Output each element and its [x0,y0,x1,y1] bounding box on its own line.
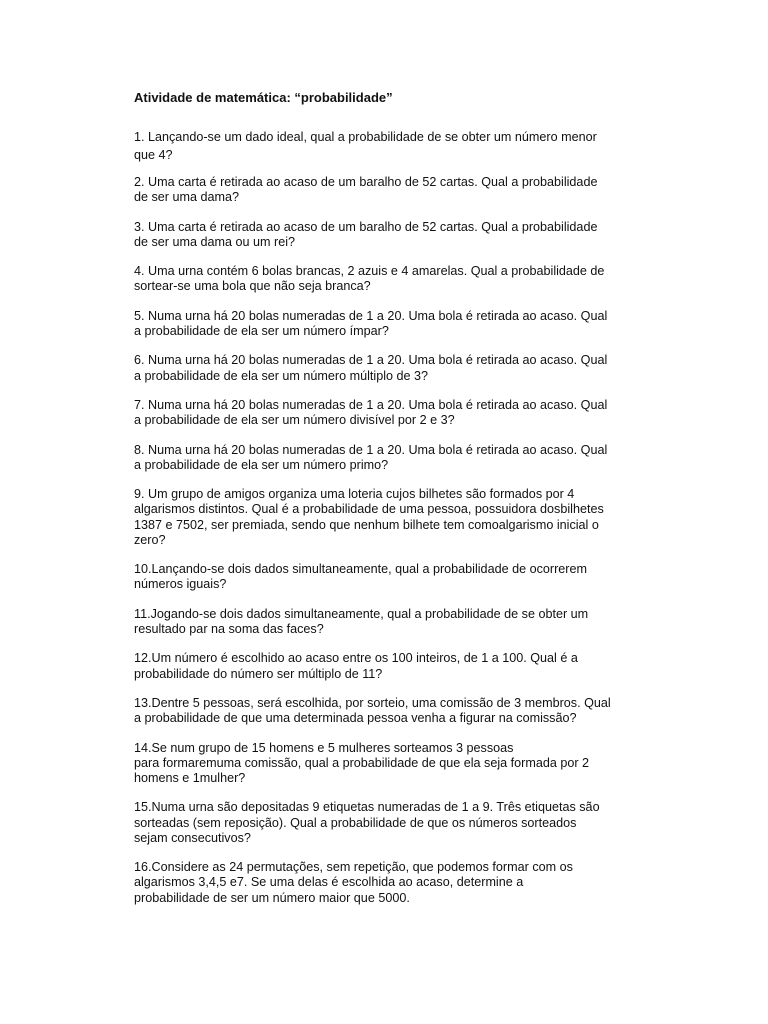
question-4: 4. Uma urna contém 6 bolas brancas, 2 azuis e 4 amarelas. Qual a probabilidade de sortear-se uma bola que não seja branca? [134,264,605,294]
question-3: 3. Uma carta é retirada ao acaso de um baralho de 52 cartas. Qual a probabilidade de ser uma dama ou um rei? [134,219,598,249]
question-13: 13.Dentre 5 pessoas, será escolhida, por sorteio, uma comissão de 3 membros. Qual a probabilidade de que uma determinada pessoa venha a figurar na comissão? [134,695,611,726]
question-14: 14.Se num grupo de 15 homens e 5 mulheres sorteamos 3 pessoas para formaremuma comissão, qual a probabilidade de que ela seja formada por 2 homens e 1mulher? [134,740,590,785]
question-7: 7. Numa urna há 20 bolas numeradas de 1 a 20. Uma bola é retirada ao acaso. Qual a probabilidade de ela ser um número divisível por 2 e 3? [134,397,608,428]
question-2: 2. Uma carta é retirada ao acaso de um baralho de 52 cartas. Qual a probabilidade de ser uma dama? [134,175,598,205]
question-8: 8. Numa urna há 20 bolas numeradas de 1 a 20. Uma bola é retirada ao acaso. Qual a probabilidade de ela ser um número primo? [134,442,608,472]
question-12: 12.Um número é escolhido ao acaso entre os 100 inteiros, de 1 a 100. Qual é a probabilidade do número ser múltiplo de 11? [134,651,578,681]
question-9: 9. Um grupo de amigos organiza uma loteria cujos bilhetes são formados por 4 algarismos distintos. Qual é a probabilidade de uma pessoa, possuidora dosbilhetes 1387 e 7502, ser premiada, sendo que nenhum bilhete tem comoalgarismo inicial o zero? [134,487,604,547]
question-list [134,128,624,906]
question-6: 6. Numa urna há 20 bolas numeradas de 1 a 20. Uma bola é retirada ao acaso. Qual a probabilidade de ela ser um número múltiplo de 3? [134,353,608,383]
question-15: 15.Numa urna são depositadas 9 etiquetas numeradas de 1 a 9. Três etiquetas são sorteadas (sem reposição). Qual a probabilidade de que os números sorteados sejam consecutivos? [134,800,600,845]
question-1: 1. Lançando-se um dado ideal, qual a probabilidade de se obter um número menor que 4? [134,130,597,162]
question-5: 5. Numa urna há 20 bolas numeradas de 1 a 20. Uma bola é retirada ao acaso. Qual a probabilidade de ela ser um número ímpar? [134,308,608,338]
question-10: 10.Lançando-se dois dados simultaneamente, qual a probabilidade de ocorrerem números iguais? [134,562,587,592]
document-page [134,90,624,920]
question-16: 16.Considere as 24 permutações, sem repetição, que podemos formar com os algarismos 3,4,5 e7. Se uma delas é escolhida ao acaso, determine a probabilidade de ser um número maior que 5000. [134,860,573,905]
document-title: Atividade de matemática: “probabilidade” [134,90,393,105]
question-11: 11.Jogando-se dois dados simultaneamente, qual a probabilidade de se obter um resultado par na soma das faces? [134,606,589,636]
